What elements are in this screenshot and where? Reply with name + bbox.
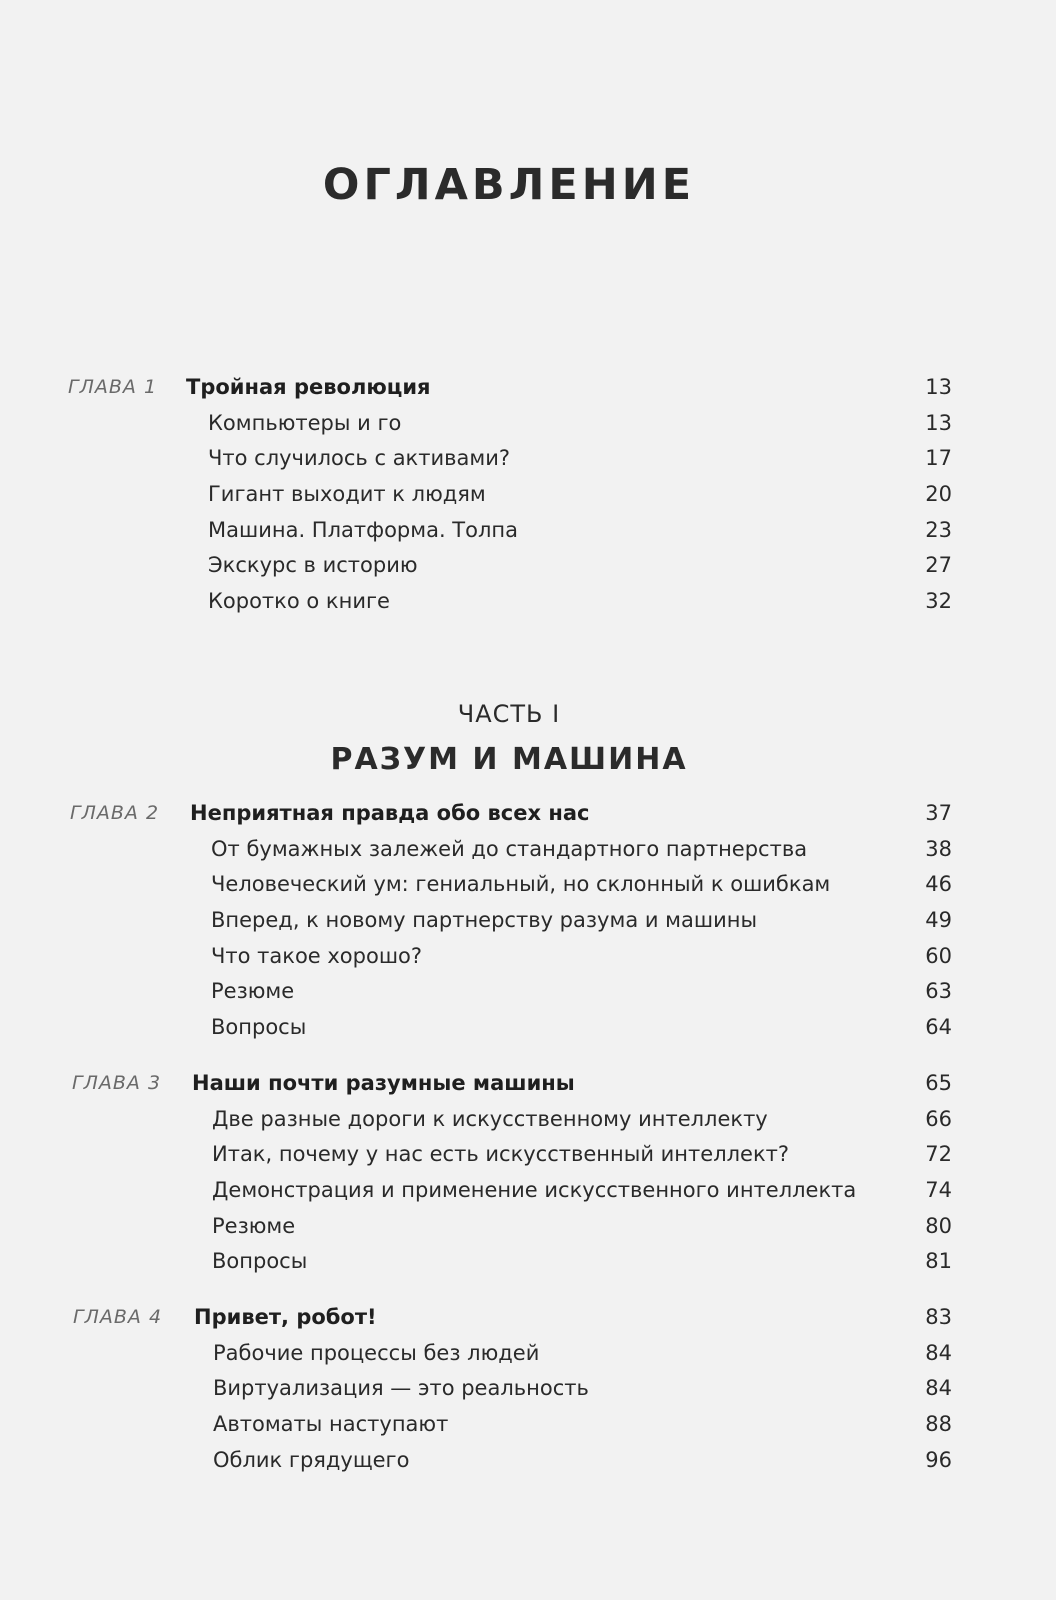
page-number: 96 [925, 1447, 952, 1472]
page-number: 23 [925, 517, 952, 542]
section-title: Автоматы наступают [213, 1412, 449, 1437]
chapter-title: Привет, робот! [194, 1305, 377, 1329]
chapter-4 [0, 1302, 1056, 1480]
part-label: ЧАСТЬ I [457, 700, 561, 728]
section-title: Машина. Платформа. Толпа [208, 517, 519, 542]
section-title: Что случилось с активами? [208, 446, 511, 471]
page-number: 49 [925, 908, 952, 933]
section-title: Итак, почему у нас есть искусственный интеллект? [212, 1142, 790, 1167]
section-row [0, 408, 1056, 444]
section-title: Резюме [212, 1213, 296, 1238]
section-row [0, 869, 1056, 905]
section-title: Облик грядущего [213, 1447, 410, 1472]
page-number: 20 [925, 482, 952, 507]
page-number: 80 [925, 1213, 952, 1238]
section-title: Резюме [211, 979, 295, 1004]
section-title: Вперед, к новому партнерству разума и машины [211, 908, 758, 933]
section-row [0, 479, 1056, 515]
section-title: Коротко о книге [208, 589, 390, 614]
section-title: Человеческий ум: гениальный, но склонный к ошибкам [211, 872, 831, 897]
page-number: 74 [925, 1178, 952, 1203]
chapter-title: Наши почти разумные машины [192, 1071, 575, 1095]
section-title: Виртуализация — это реальность [213, 1376, 589, 1401]
page-number: 13 [925, 410, 952, 435]
section-row [0, 1246, 1056, 1282]
page-number: 38 [925, 836, 952, 861]
chapter-title: Неприятная правда обо всех нас [190, 801, 590, 825]
section-row [0, 1338, 1056, 1374]
page-number: 72 [925, 1142, 952, 1167]
chapter-label: ГЛАВА 1 [68, 376, 158, 398]
section-title: Экскурс в историю [208, 553, 418, 578]
section-row [0, 1409, 1056, 1445]
section-row [0, 1104, 1056, 1140]
section-row [0, 834, 1056, 870]
section-row [0, 976, 1056, 1012]
section-title: От бумажных залежей до стандартного партнерства [211, 836, 808, 861]
section-row [0, 1175, 1056, 1211]
section-title: Две разные дороги к искусственному интеллекту [212, 1106, 768, 1131]
page-number: 84 [925, 1340, 952, 1365]
section-title: Гигант выходит к людям [208, 482, 486, 507]
section-row [0, 1373, 1056, 1409]
page-number: 84 [925, 1376, 952, 1401]
chapter-heading-row [0, 372, 1056, 408]
section-row [0, 1012, 1056, 1048]
part-title: РАЗУМ И МАШИНА [330, 742, 688, 777]
chapter-1 [0, 372, 1056, 622]
page-number: 66 [925, 1106, 952, 1131]
page-number: 17 [925, 446, 952, 471]
chapter-label: ГЛАВА 4 [73, 1306, 163, 1328]
section-row [0, 586, 1056, 622]
page-number: 27 [925, 553, 952, 578]
page-number: 65 [925, 1071, 952, 1095]
chapter-label: ГЛАВА 2 [70, 802, 160, 824]
page-number: 81 [925, 1249, 952, 1274]
page-number: 37 [925, 801, 952, 825]
page-number: 64 [925, 1015, 952, 1040]
section-row [0, 941, 1056, 977]
page-number: 88 [925, 1412, 952, 1437]
section-title: Демонстрация и применение искусственного интеллекта [212, 1178, 857, 1203]
chapter-heading-row [0, 1068, 1056, 1104]
page-number: 32 [925, 589, 952, 614]
page-title: ОГЛАВЛЕНИЕ [322, 160, 696, 210]
section-row [0, 515, 1056, 551]
section-row [0, 550, 1056, 586]
section-title: Рабочие процессы без людей [213, 1340, 540, 1365]
chapter-3 [0, 1068, 1056, 1282]
page-number: 60 [925, 943, 952, 968]
section-title: Компьютеры и го [208, 410, 402, 435]
section-title: Вопросы [212, 1249, 308, 1274]
chapter-label: ГЛАВА 3 [72, 1072, 162, 1094]
section-title: Вопросы [211, 1015, 307, 1040]
section-row [0, 1139, 1056, 1175]
section-row [0, 905, 1056, 941]
section-title: Что такое хорошо? [211, 943, 423, 968]
page-number: 13 [925, 375, 952, 399]
chapter-title: Тройная революция [186, 375, 431, 399]
chapter-2 [0, 798, 1056, 1048]
page-number: 83 [925, 1305, 952, 1329]
chapter-heading-row [0, 1302, 1056, 1338]
section-row [0, 1211, 1056, 1247]
page-number: 46 [925, 872, 952, 897]
section-row [0, 1445, 1056, 1481]
page-number: 63 [925, 979, 952, 1004]
chapter-heading-row [0, 798, 1056, 834]
section-row [0, 443, 1056, 479]
